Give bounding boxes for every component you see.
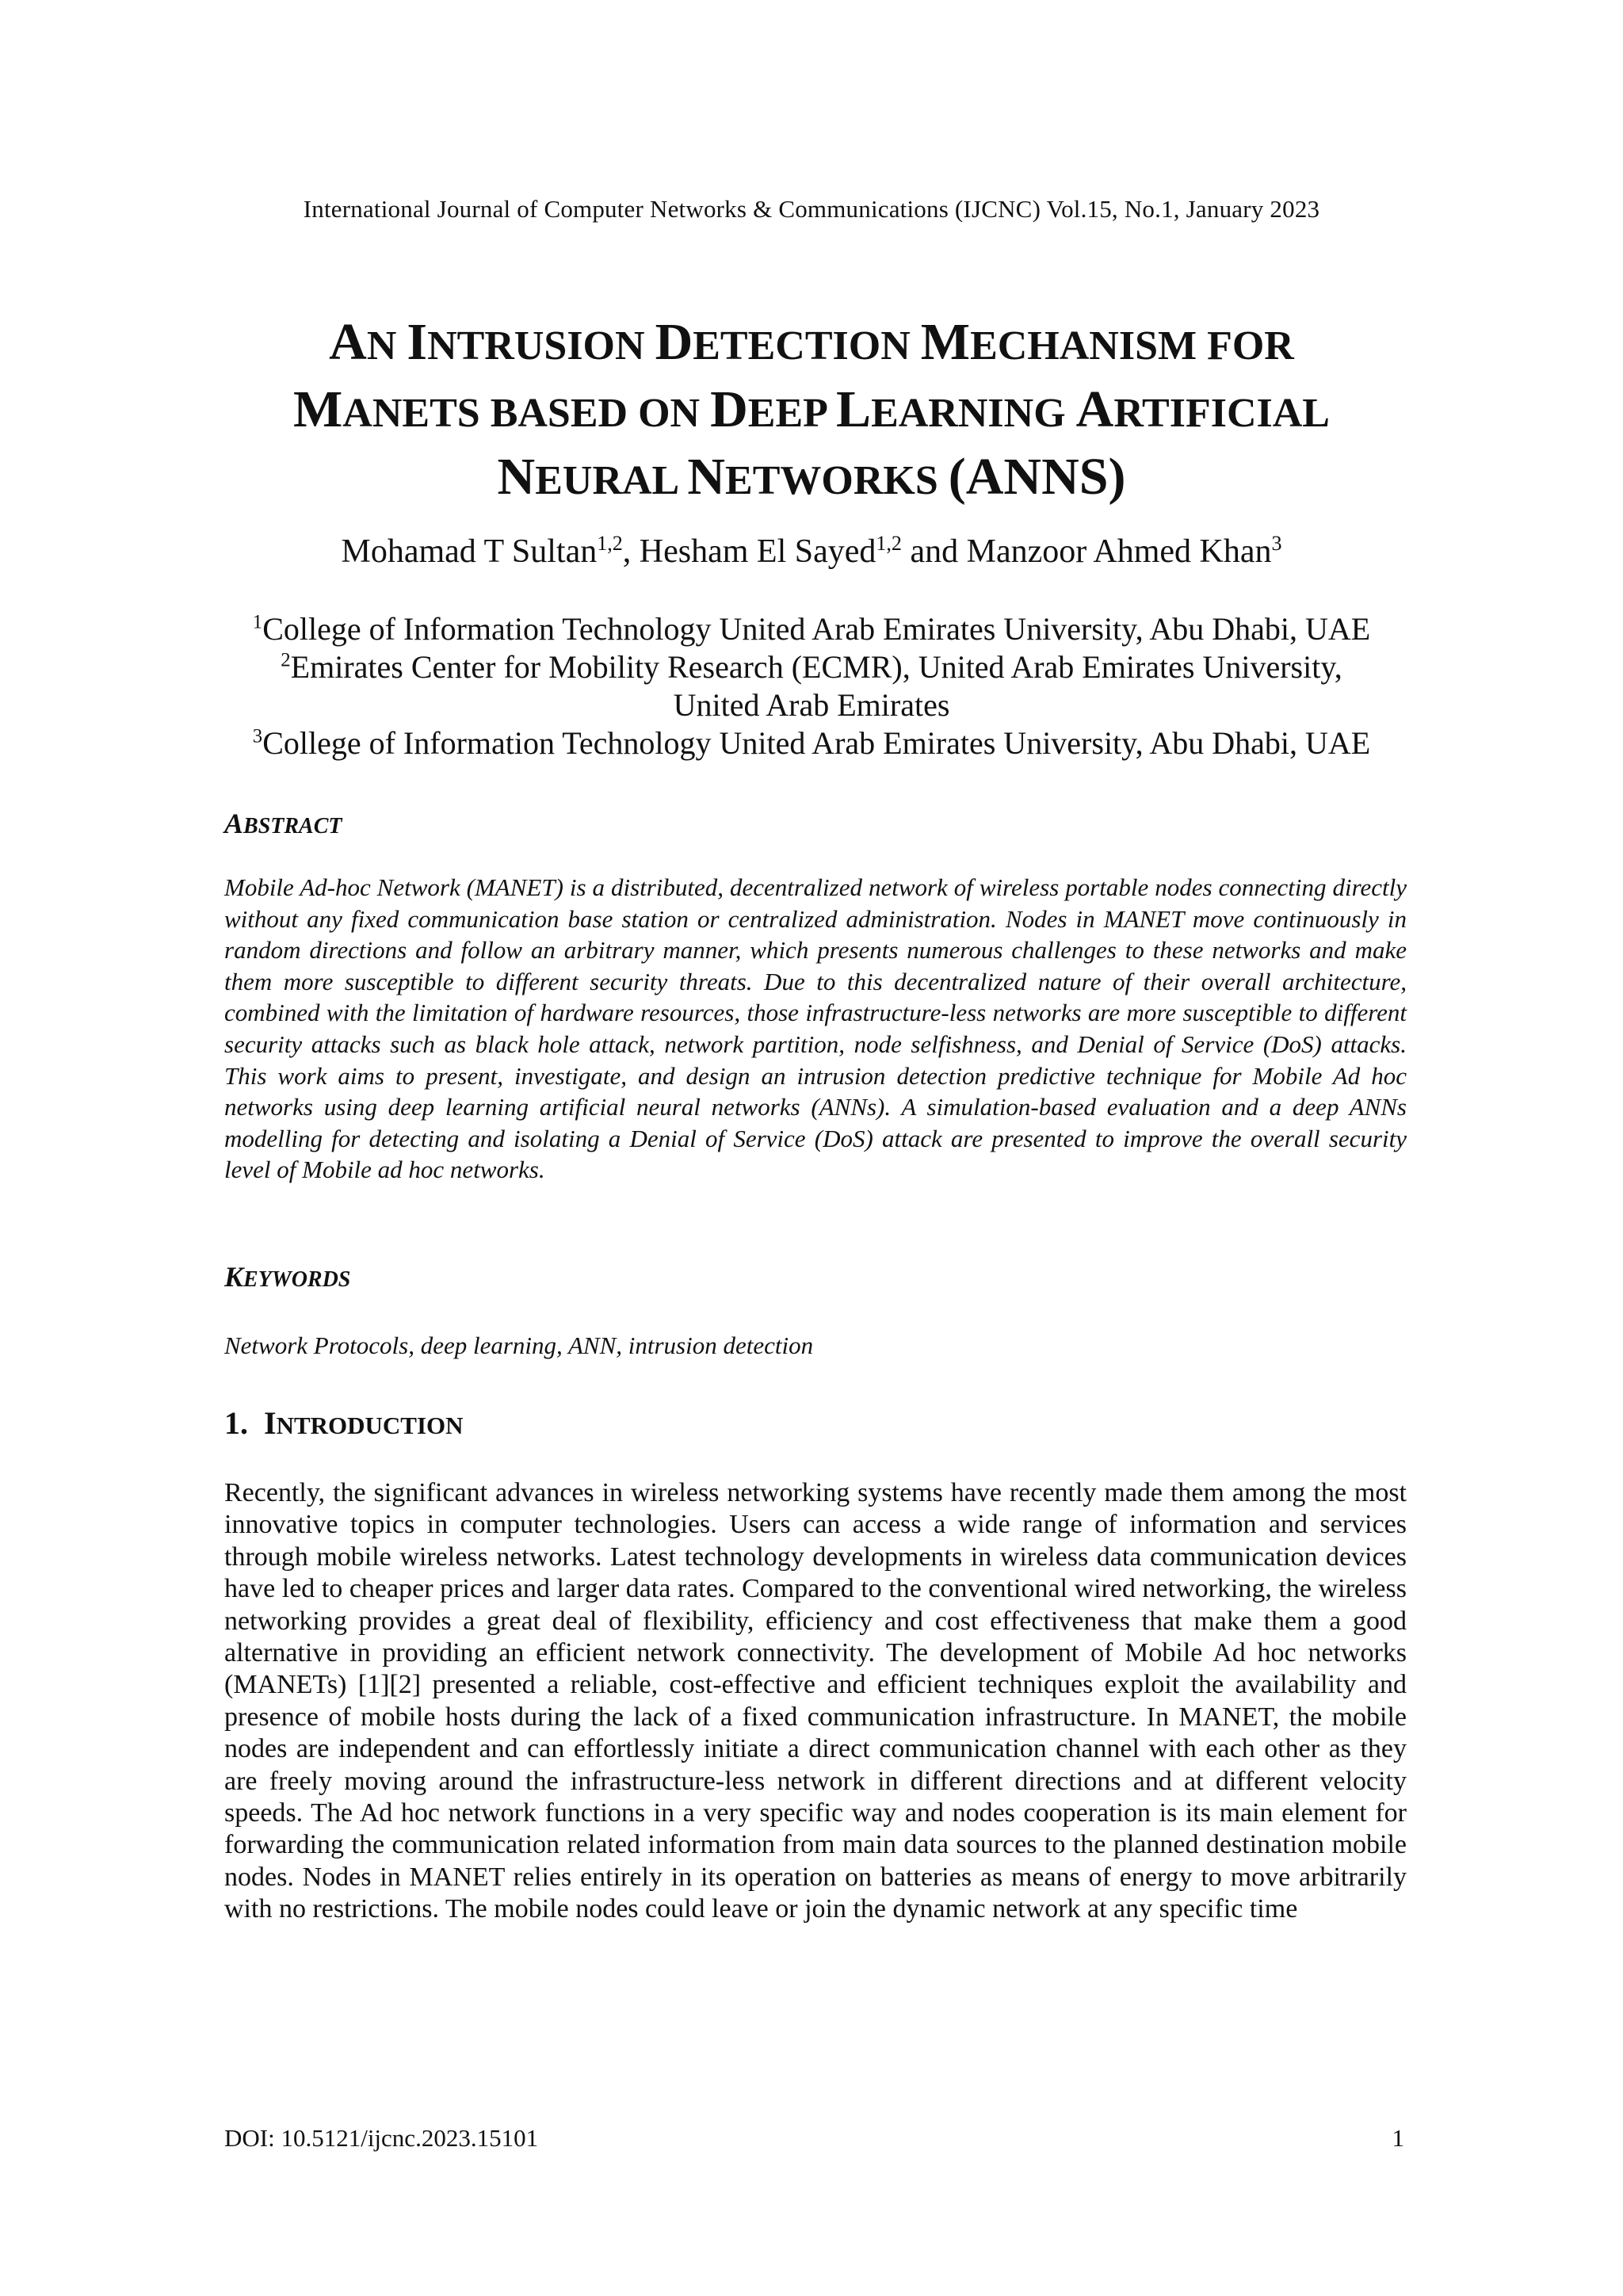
- introduction-heading: 1. INTRODUCTION: [224, 1405, 464, 1441]
- title-word: NETWORKS: [687, 448, 949, 506]
- abstract-heading: ABSTRACT: [224, 808, 342, 839]
- title-word: MECHANISM FOR: [920, 313, 1294, 371]
- keywords-body: Network Protocols, deep learning, ANN, intrusion detection: [224, 1331, 814, 1359]
- title-line-1: [158, 311, 1465, 378]
- author-list: [0, 533, 1623, 571]
- title-word: (ANNS): [948, 448, 1126, 506]
- title-word: NEURAL: [497, 448, 688, 506]
- author-affil-mark: 1,2: [597, 532, 623, 555]
- title-word: ARTIFICIAL: [1075, 380, 1330, 438]
- page-number: 1: [1392, 2124, 1404, 2152]
- author-separator: and: [901, 533, 967, 570]
- title-word: DEEP: [710, 380, 837, 438]
- author-affil-mark: 3: [1271, 532, 1282, 555]
- abstract-body: Mobile Ad-hoc Network (MANET) is a distributed, decentralized network of wireless portable nodes connecting directly without any fixed communication base station or centralized administration. Nodes in MANET move continuously in random directions and follow an arbitrary manner, which presents numerous challenges to these networks and make them more susceptible to different security threats. Due to this decentralized nature of their overall architecture, combined with the limitation of hardware resources, those infrastructure-less networks are more susceptible to different security attacks such as black hole attack, network partition, node selfishness, and Denial of Service (DoS) attacks. This work aims to present, investigate, and design an intrusion detection predictive technique for Mobile Ad hoc networks using deep learning artificial neural networks (ANNs). A simulation-based evaluation and a deep ANNs modelling for detecting and isolating a Denial of Service (DoS) attack are presented to improve the overall security level of Mobile ad hoc networks.: [224, 873, 1407, 1184]
- author-affil-mark: 1,2: [876, 532, 902, 555]
- title-word: LEARNING: [836, 380, 1076, 438]
- title-word: AN: [329, 313, 407, 371]
- paper-title: [158, 311, 1465, 513]
- affiliation-line: $^1$College of Information Technology United Arab Emirates University, Abu Dhabi, UAE: [252, 611, 1371, 647]
- affiliation-line: $^2$Emirates Center for Mobility Research (ECMR), United Arab Emirates University,: [281, 649, 1342, 685]
- title-word: DETECTION: [655, 313, 921, 371]
- affiliation-line: $^3$College of Information Technology United Arab Emirates University, Abu Dhabi, UAE: [252, 725, 1371, 761]
- author-separator: ,: [622, 533, 640, 570]
- author-name: Manzoor Ahmed Khan: [966, 533, 1272, 570]
- title-word: INTRUSION: [407, 313, 655, 371]
- title-line-2: [158, 378, 1465, 445]
- journal-header: International Journal of Computer Networks & Communications (IJCNC) Vol.15, No.1, January 2023: [303, 195, 1320, 223]
- title-word: MANETS BASED ON: [293, 380, 711, 438]
- section-number: 1.: [224, 1405, 248, 1441]
- author-name: Mohamad T Sultan: [341, 533, 598, 570]
- affiliation-line: United Arab Emirates: [673, 687, 950, 723]
- introduction-body: Recently, the significant advances in wireless networking systems have recently made them among the most innovative topics in computer technologies. Users can access a wide range of information and services through mobile wireless networks. Latest technology developments in wireless data communication devices have led to cheaper prices and larger data rates. Compared to the conventional wired networking, the wireless networking provides a great deal of flexibility, efficiency and cost effectiveness that make them a good alternative in providing an efficient network connectivity. The development of Mobile Ad hoc networks (MANETs) [1][2] presented a reliable, cost-effective and efficient techniques exploit the availability and presence of mobile hosts during the lack of a fixed communication infrastructure. In MANET, the mobile nodes are independent and can effortlessly initiate a direct communication channel with each other as they are freely moving around the infrastructure-less network in different directions and at different velocity speeds. The Ad hoc network functions in a very specific way and nodes cooperation is its main element for forwarding the communication related information from main data sources to the planned destination mobile nodes. Nodes in MANET relies entirely in its operation on batteries as means of energy to move arbitrarily with no restrictions. The mobile nodes could leave or join the dynamic network at any specific time: [224, 1478, 1407, 1924]
- footer-doi: DOI: 10.5121/ijcnc.2023.15101: [224, 2124, 539, 2152]
- title-line-3: [158, 445, 1465, 513]
- keywords-heading: KEYWORDS: [224, 1261, 351, 1293]
- affiliation-list: [190, 610, 1433, 762]
- author-name: Hesham El Sayed: [639, 533, 876, 570]
